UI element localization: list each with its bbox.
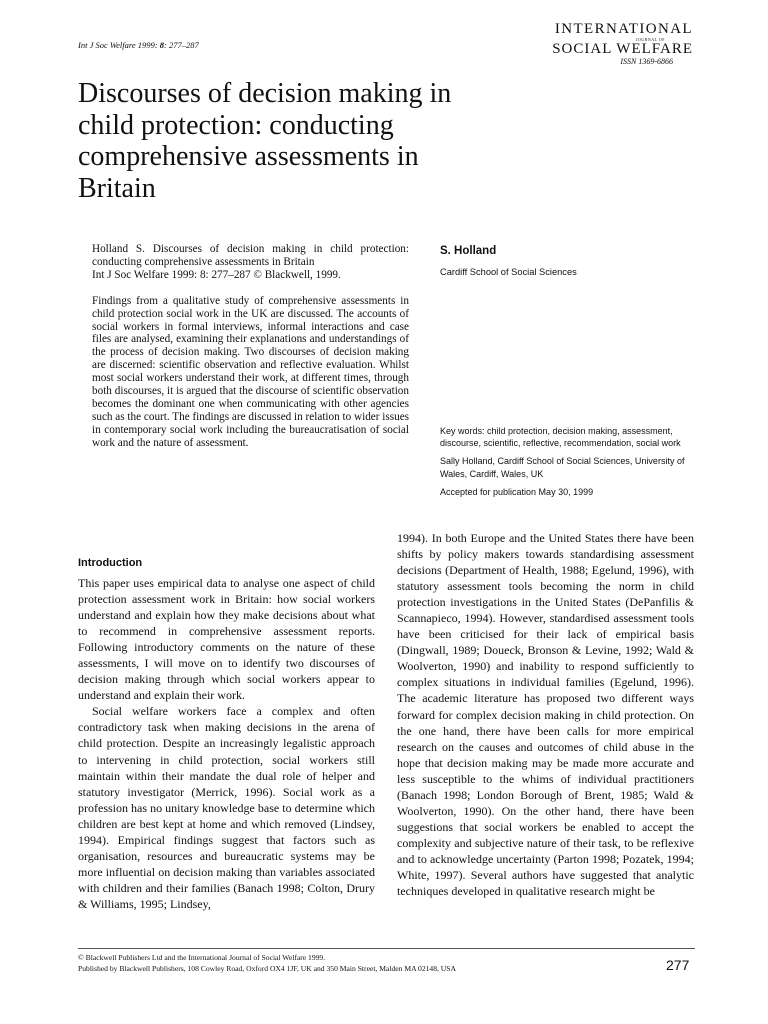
page-number: 277: [666, 957, 690, 973]
title-line: Discourses of decision making in: [78, 78, 452, 109]
abstract-text: Findings from a qualitative study of comprehensive assessments in child protection social work in the UK are discussed. The accounts of social workers in formal interviews, informal interactions and case files are analysed, examining their explanations and understandings of the process of decision making. Two discourses of decision making are discerned: scientific observation and reflective evaluation. Whilst most social workers understand their work, at different times, through both discourses, it is argued that the discourse of scientific observation becomes the dominant one when communicating with other agencies such as the court. The findings are discussed in relation to wider issues in contemporary social work including the bureaucratisation of social work and the nature of assessment.: [92, 294, 410, 449]
keywords: Key words: child protection, decision making, assessment, discourse, scientific, reflective, recommendation, social work: [440, 426, 681, 449]
paragraph: Social welfare workers face a complex and often contradictory task when making decisions in the arena of child protection. Despite an increasingly legalistic approach to intervening in child protection, social workers still maintain within their mandate the dual role of helper and statutory investigator (Merrick, 1996). Social work as a profession has no unitary knowledge base to determine which children are best kept at home and which removed (Lindsey, 1994). Empirical findings suggest that factors such as organisation, resources and bureaucratic systems may be more influential on decision making than variables associated with children and their families (Banach 1998; Colton, Drury & Williams, 1995; Lindsey,: [78, 704, 375, 911]
author-affiliation: Cardiff School of Social Sciences: [440, 267, 577, 277]
title-line: child protection: conducting: [78, 109, 394, 141]
title-line: comprehensive assessments in: [78, 141, 419, 172]
abstract-citation: Holland S. Discourses of decision making in child protection: conducting comprehensive assessments in Britain: [92, 243, 409, 268]
journal-name-line2: SOCIAL WELFARE: [552, 41, 693, 57]
paragraph: This paper uses empirical data to analyse one aspect of child protection assessment work in Britain: how social workers understand and explain how they make decisions about what to recommend in comprehensive assessment reports. Following introductory comments on the nature of these assessments, I will move on to identify two discourses of decision making through which social workers appear to understand and explain their work.: [78, 576, 375, 703]
body-column-right: [397, 530, 694, 899]
accepted-date: Accepted for publication May 30, 1999: [440, 486, 594, 497]
article-title: [78, 78, 518, 204]
journal-issn: ISSN 1369-6866: [620, 57, 673, 66]
footer-divider: [78, 948, 695, 949]
paragraph: 1994). In both Europe and the United States there have been shifts by policy makers towards standardising assessment decisions (Department of Health, 1988; Egelund, 1996), with statutory assessment tools becoming the norm in child protection investigations in the United States (DePanfilis & Scannapieco, 1994). However, standardised assessment tools have been criticised for their lack of empirical basis (Dingwall, 1989; Doueck, Bronson & Levine, 1992; Wald & Woolverton, 1990) and inability to respond sufficiently to complex situations in individual families (Egelund, 1996). The academic literature has proposed two different ways forward for complex decision making in child protection. On the one hand, there have been calls for more empirical research on the causes and outcomes of child abuse in the hope that decision making may be made more accurate and less susceptible to the whims of individual practitioners (Banach 1998; London Borough of Brent, 1985; Wald & Woolverton, 1990). On the other hand, there have been suggestions that social workers be enabled to accept the complexity and subjective nature of their task, to be reflexive and to acknowledge uncertainty (Parton 1998; Pozatek, 1994; White, 1997). Several authors have suggested that analytic techniques developed in qualitative research might be: [397, 531, 694, 899]
journal-name-small: JOURNAL OF: [635, 37, 665, 42]
citation-prefix: Int J Soc Welfare 1999:: [78, 40, 160, 50]
author-name: S. Holland: [440, 245, 497, 257]
abstract-citation-2: Int J Soc Welfare 1999: 8: 277–287 © Blackwell, 1999.: [92, 268, 341, 281]
journal-citation: [78, 40, 199, 50]
author-address: Sally Holland, Cardiff School of Social Sciences, University of Wales, Cardiff, Wales, UK: [440, 456, 685, 479]
article-meta: [440, 425, 695, 504]
citation-pages: : 277–287: [164, 40, 199, 50]
journal-logo: [533, 22, 693, 66]
footer-publisher: Published by Blackwell Publishers, 108 Cowley Road, Oxford OX4 1JF, UK and 350 Main Street, Malden MA 02148, USA: [78, 964, 457, 973]
footer: [78, 952, 456, 974]
journal-name-line1: INTERNATIONAL: [554, 21, 693, 37]
section-heading-introduction: Introduction: [78, 557, 143, 569]
citation-volume: 8: [159, 40, 165, 50]
abstract: [92, 243, 409, 450]
body-column-left: [78, 575, 375, 912]
title-line: Britain: [78, 172, 156, 204]
footer-copyright: © Blackwell Publishers Ltd and the International Journal of Social Welfare 1999.: [78, 953, 326, 962]
